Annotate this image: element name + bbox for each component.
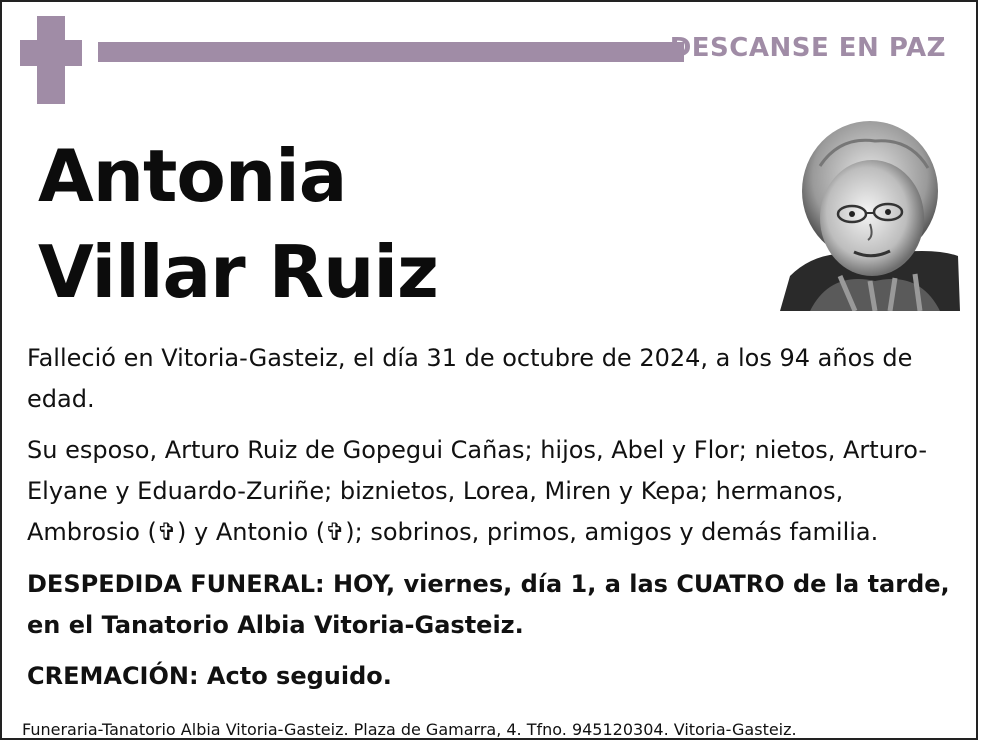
portrait-photo: [780, 106, 960, 311]
deceased-cross-icon: ✞: [325, 518, 346, 546]
cross-icon-bar: [20, 40, 82, 66]
deceased-surname: Villar Ruiz: [38, 230, 438, 314]
family-text-3: ); sobrinos, primos, amigos y demás familia.: [345, 518, 879, 546]
family-text-2: ) y Antonio (: [177, 518, 326, 546]
cremation-details: CREMACIÓN: Acto seguido.: [27, 662, 392, 690]
funeral-details: DESPEDIDA FUNERAL: HOY, viernes, día 1, a las CUATRO de la tarde, en el Tanatorio Albia Vitoria-Gasteiz.: [27, 570, 950, 639]
death-notice: Falleció en Vitoria-Gasteiz, el día 31 de octubre de 2024, a los 94 años de edad.: [27, 344, 913, 413]
header-divider: [98, 42, 684, 62]
funeral-home-footer: Funeraria-Tanatorio Albia Vitoria-Gasteiz. Plaza de Gamarra, 4. Tfno. 945120304. Vitoria-Gasteiz.: [22, 720, 797, 739]
family-paragraph: [27, 430, 962, 553]
deceased-cross-icon: ✞: [156, 518, 178, 546]
header-label: DESCANSE EN PAZ: [669, 33, 946, 63]
deceased-first-name: Antonia: [38, 134, 347, 218]
family-text-1: Su esposo, Arturo Ruiz de Gopegui Cañas; hijos, Abel y Flor; nietos, Arturo-Elyane y Eduardo-Zuriñe; biznietos, Lorea, Miren y Kepa; hermanos, Ambrosio (: [27, 436, 928, 546]
